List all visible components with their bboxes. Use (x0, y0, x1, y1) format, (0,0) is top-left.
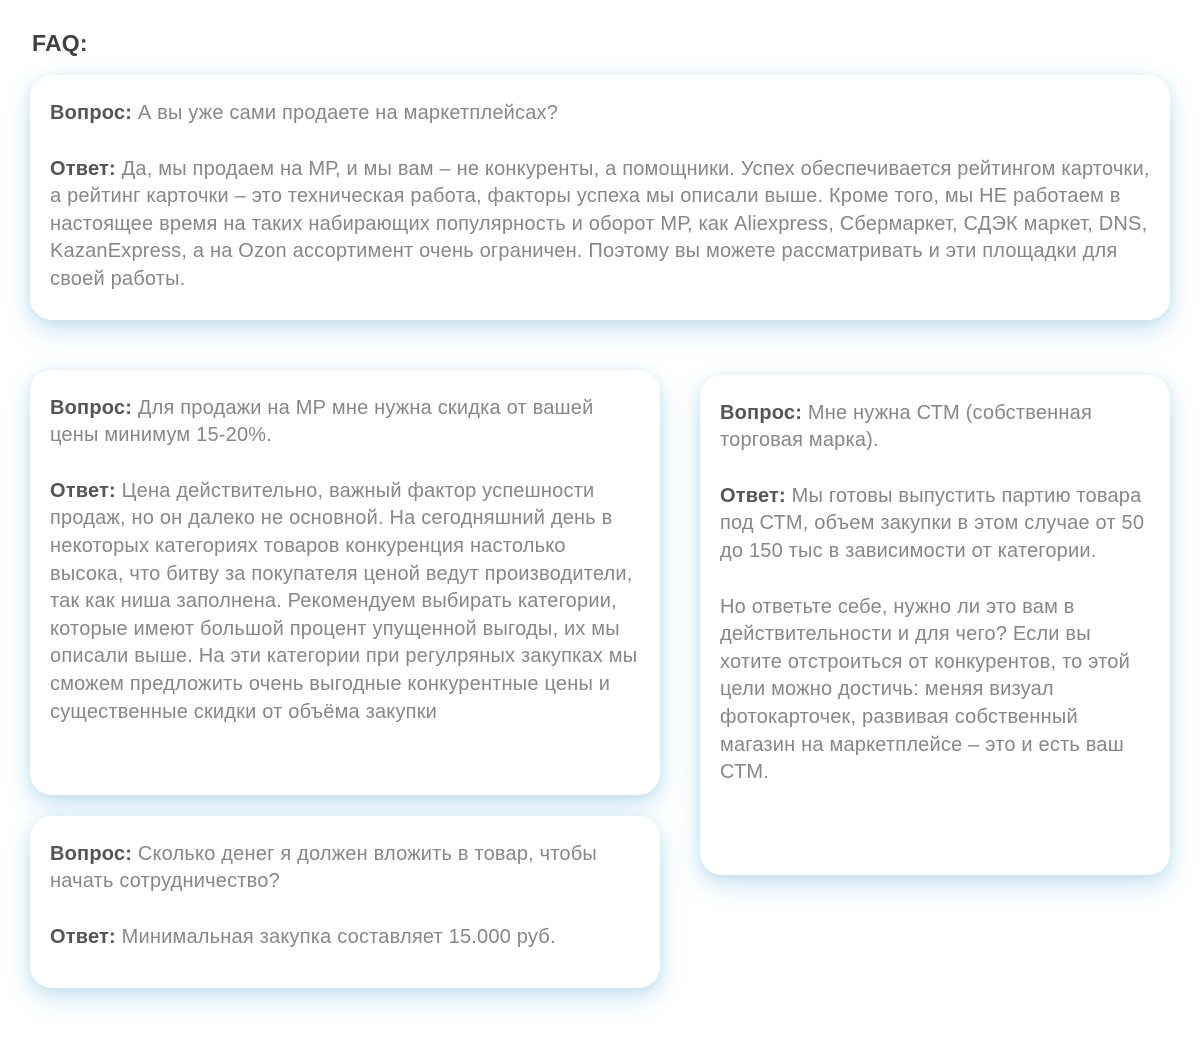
question-label: Вопрос: (50, 102, 133, 124)
question-body: Мне нужна СТМ (собственная торговая марка). (720, 401, 1092, 452)
answer-text (720, 483, 1150, 566)
answer-text (50, 156, 1150, 294)
answer-label: Ответ: (50, 925, 116, 948)
question-text (720, 400, 1150, 455)
question-text (50, 100, 1150, 128)
question-text (50, 395, 640, 450)
answer-label: Ответ: (720, 484, 786, 507)
answer-text (50, 478, 640, 726)
question-text (50, 841, 640, 896)
answer-text (50, 924, 640, 952)
question-label: Вопрос: (50, 842, 133, 865)
faq-card-discount (30, 370, 660, 795)
faq-card-min-investment (30, 816, 660, 988)
faq-columns (30, 370, 1170, 988)
question-body: Для продажи на МР мне нужна скидка от вашей цены минимум 15-20%. (50, 396, 594, 447)
question-label: Вопрос: (720, 401, 803, 424)
faq-column-left (30, 370, 660, 988)
question-body: А вы уже сами продаете на маркетплейсах? (137, 102, 559, 124)
answer-body: Да, мы продаем на МР, и мы вам – не конкуренты, а помощники. Успех обеспечивается рейтингом карточки, а рейтинг карточки – это техническая работа, факторы успеха мы описали выше. Кроме того, мы НЕ работаем в настоящее время на таких набирающих популярность и оборот МР, как Aliexpress, Сбермаркет, СДЭК маркет, DNS, KazanExpress, а на Ozon ассортимент очень ограничен. Поэтому вы можете рассматривать и эти площадки для своей работы. (50, 157, 1150, 290)
answer-label: Ответ: (50, 479, 116, 502)
faq-column-right (700, 375, 1170, 875)
answer-extra-text: Но ответьте себе, нужно ли это вам в действительности и для чего? Если вы хотите отстроиться от конкурентов, то этой цели можно достичь: меняя визуал фотокарточек, развивая собственный магазин на маркетплейсе – это и есть ваш СТМ. (720, 595, 1130, 784)
answer-body: Мы готовы выпустить партию товара под СТМ, объем закупки в этом случае от 50 до 150 тыс в зависимости от категории. (720, 484, 1145, 562)
answer-body: Цена действительно, важный фактор успешности продаж, но он далеко не основной. На сегодняшний день в некоторых категориях товаров конкуренция настолько высока, что битву за покупателя ценой ведут производители, так как ниша заполнена. Рекомендуем выбирать категории, которые имеют большой процент упущенной выгоды, их мы описали выше. На эти категории при регулряных закупках мы сможем предложить очень выгодные конкурентные цены и существенные скидки от объёма закупки (50, 479, 638, 723)
faq-card-ctm (700, 375, 1170, 875)
faq-card-marketplaces (30, 75, 1170, 320)
answer-label: Ответ: (50, 157, 116, 180)
page-title: FAQ: (32, 30, 88, 56)
question-label: Вопрос: (50, 396, 133, 419)
question-body: Сколько денег я должен вложить в товар, чтобы начать сотрудничество? (50, 842, 597, 893)
answer-body: Минимальная закупка составляет 15.000 руб. (121, 925, 556, 948)
